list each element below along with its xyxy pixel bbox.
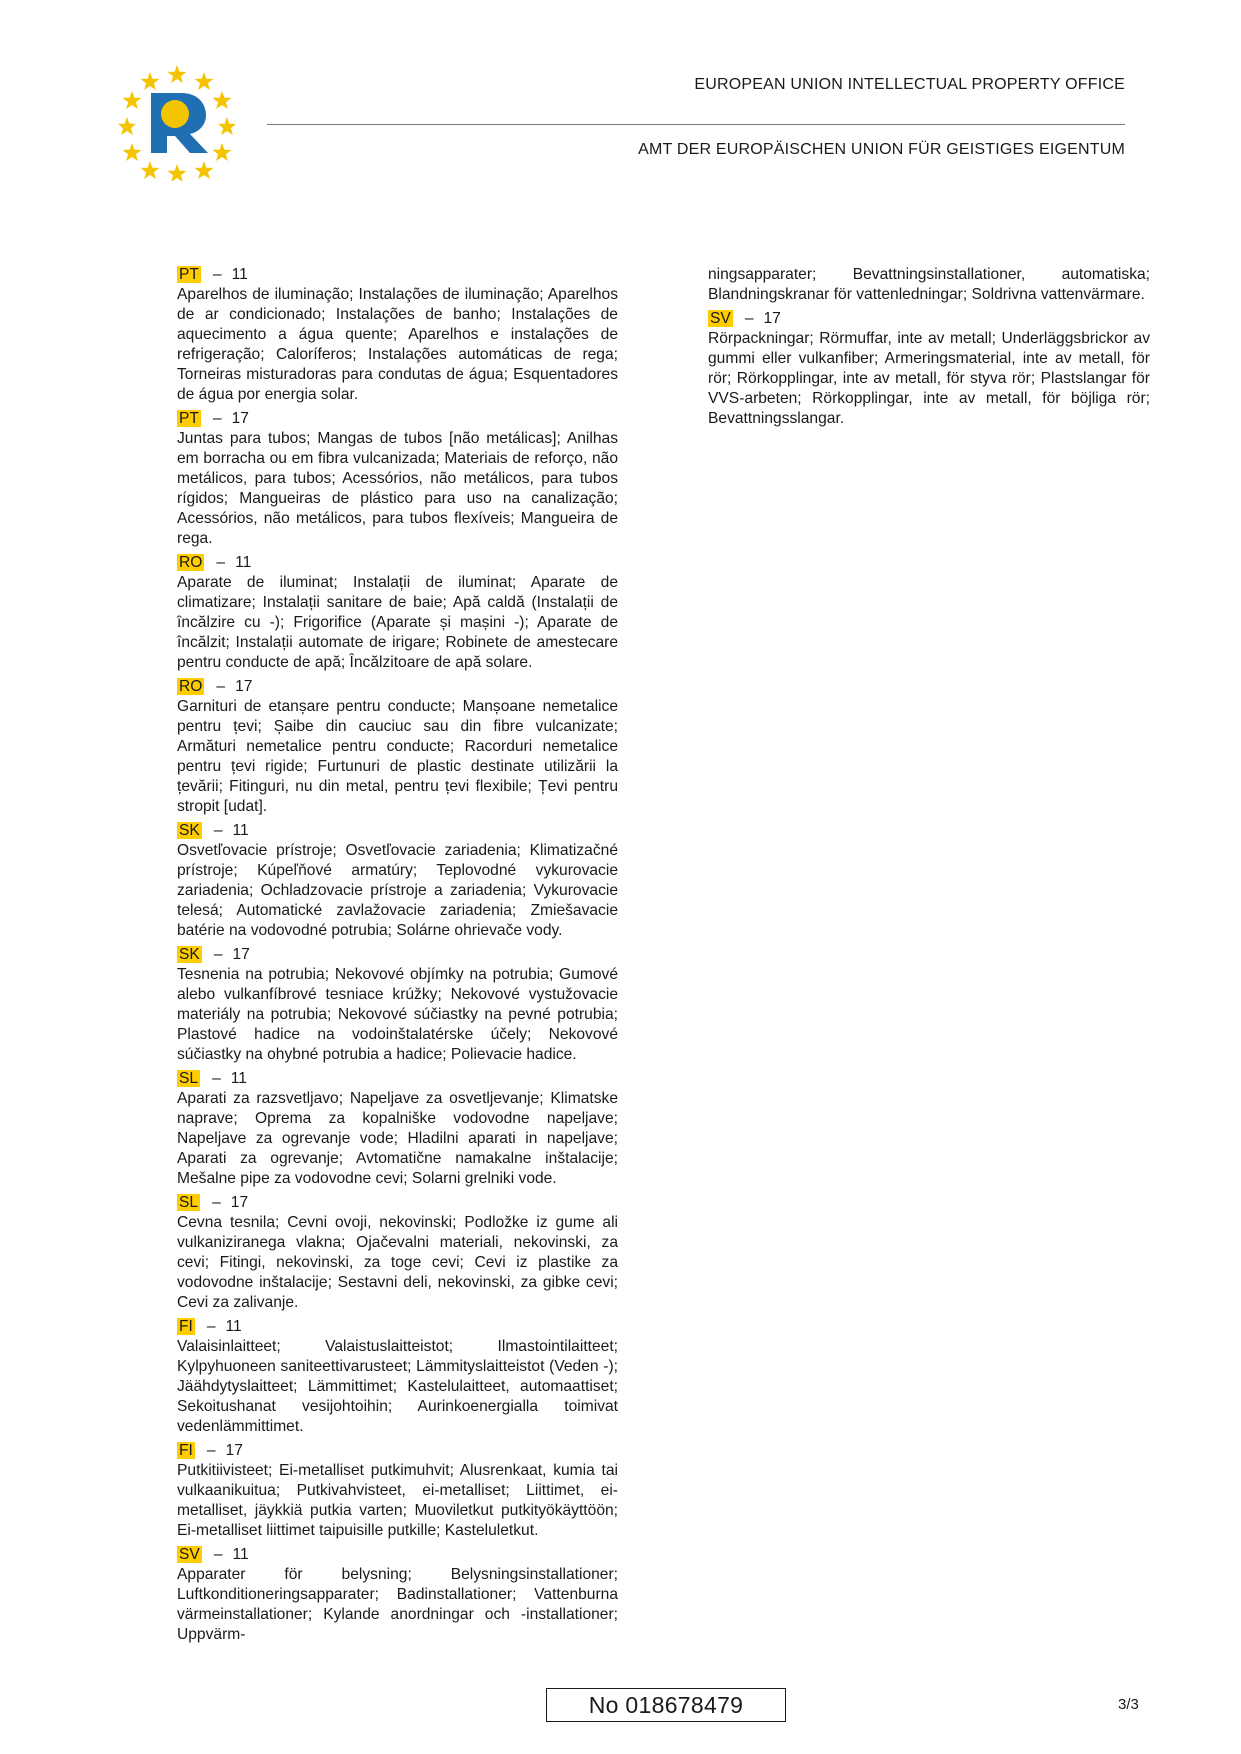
goods-text: Osvetľovacie prístroje; Osvetľovacie zariadenia; Klimatizačné prístroje; Kúpeľňové armatúry; Teplovodné vykurovacie zariadenia; Ochladzovacie prístroje a zariadenia; Vykurovacie telesá; Automatické zavlažovacie zariadenia; Zmiešavacie batérie na vodovodné potrubia; Solárne ohrievače vody.	[177, 842, 618, 939]
goods-text: Cevna tesnila; Cevni ovoji, nekovinski; Podložke iz gume ali vulkaniziranega vlakna; Ojačevalni materiali, nekovinski, za cevi; Fitingi, nekovinski, za toge cevi; Cevi iz plastike za vodovodne inštalacije; Sestavni deli, nekovinski, za gibke cevi; Cevi za zalivanje.	[177, 1214, 618, 1311]
goods-entry: SV – 11 Apparater för belysning; Belysningsinstallationer; Luftkonditioneringsapparater; Badinstallationer; Vattenburna värmeinstallationer; Kylande anordningar och -installationer; Uppvärm-	[177, 1546, 618, 1643]
class-number: 11	[232, 1546, 249, 1563]
class-number: 11	[231, 266, 248, 283]
left-column	[177, 265, 618, 1649]
language-code: PT	[179, 266, 199, 283]
language-code: FI	[179, 1442, 193, 1459]
class-number: 11	[235, 554, 252, 571]
language-code: RO	[179, 554, 203, 571]
goods-text: Apparater för belysning; Belysningsinstallationer; Luftkonditioneringsapparater; Badinstallationer; Vattenburna värmeinstallationer; Kylande anordningar och -installationer; Uppvärm-	[177, 1566, 618, 1643]
class-number: 11	[232, 822, 249, 839]
goods-entry: SV – 17 Rörpackningar; Rörmuffar, inte av metall; Underläggsbrickor av gummi eller vulkanfiber; Armeringsmaterial, inte av metall, för rör; Rörkopplingar, inte av metall, för styva rör; Plastslangar för VVS-arbeten; Rörkopplingar, inte av metall, för böjliga rör; Bevattningsslangar.	[708, 310, 1150, 427]
goods-entry: SL – 11 Aparati za razsvetljavo; Napeljave za osvetljevanje; Klimatske naprave; Oprema za kopalniške vodovodne napeljave; Napeljave za ogrevanje vode; Hladilni aparati in napeljave; Aparati za ogrevanje; Avtomatične namakalne inštalacije; Mešalne pipe za vodovodne cevi; Solarni grelniki vode.	[177, 1070, 618, 1187]
goods-entry: PT – 11 Aparelhos de iluminação; Instalações de iluminação; Aparelhos de ar condicionado; Instalações de banho; Instalações de aquecimento a água quente; Aparelhos e instalações de refrigeração; Caloríferos; Instalações automáticas de rega; Torneiras misturadoras para condutas de água; Esquentadores de água por energia solar.	[177, 266, 618, 403]
goods-text: Aparati za razsvetljavo; Napeljave za osvetljevanje; Klimatske naprave; Oprema za kopalniške vodovodne napeljave; Napeljave za ogrevanje vode; Hladilni aparati in napeljave; Aparati za ogrevanje; Avtomatične namakalne inštalacije; Mešalne pipe za vodovodne cevi; Solarni grelniki vode.	[177, 1090, 618, 1187]
language-code: SV	[179, 1546, 200, 1563]
goods-entry: SK – 11 Osvetľovacie prístroje; Osvetľovacie zariadenia; Klimatizačné prístroje; Kúpeľňové armatúry; Teplovodné vykurovacie zariadenia; Ochladzovacie prístroje a zariadenia; Vykurovacie telesá; Automatické zavlažovacie zariadenia; Zmiešavacie batérie na vodovodné potrubia; Solárne ohrievače vody.	[177, 822, 618, 939]
class-number: 17	[763, 310, 781, 327]
right-column	[708, 265, 1150, 433]
goods-entry: SL – 17 Cevna tesnila; Cevni ovoji, nekovinski; Podložke iz gume ali vulkaniziranega vlakna; Ojačevalni materiali, nekovinski, za cevi; Fitingi, nekovinski, za toge cevi; Cevi iz plastike za vodovodne inštalacije; Sestavni deli, nekovinski, za gibke cevi; Cevi za zalivanje.	[177, 1194, 618, 1311]
page-number: 3/3	[1118, 1696, 1139, 1713]
class-number: 11	[230, 1070, 247, 1087]
goods-text: Rörpackningar; Rörmuffar, inte av metall; Underläggsbrickor av gummi eller vulkanfiber; Armeringsmaterial, inte av metall, för rör; Rörkopplingar, inte av metall, för styva rör; Plastslangar för VVS-arbeten; Rörkopplingar, inte av metall, för böjliga rör; Bevattningsslangar.	[708, 330, 1150, 427]
goods-text: Aparate de iluminat; Instalații de iluminat; Aparate de climatizare; Instalații sanitare de baie; Apă caldă (Instalații de încălzire cu -); Frigorifice (Aparate și mașini -); Aparate de încălzit; Instalații automate de irigare; Robinete de amestecare pentru conducte de apă; Încălzitoare de apă solare.	[177, 574, 618, 671]
goods-entry: SK – 17 Tesnenia na potrubia; Nekovové objímky na potrubia; Gumové alebo vulkanfíbrové tesniace krúžky; Nekovové vystužovacie materiály na potrubia; Nekovové súčiastky na pevné potrubia; Plastové hadice na vodoinštalatérske účely; Nekovové súčiastky na ohybné potrubia a hadice; Polievacie hadice.	[177, 946, 618, 1063]
language-code: SV	[710, 310, 731, 327]
goods-text-continuation: ningsapparater; Bevattningsinstallationer, automatiska; Blandningskranar för vattenledningar; Soldrivna vattenvärmare.	[708, 266, 1150, 303]
goods-text: Garnituri de etanșare pentru conducte; Manșoane nemetalice pentru țevi; Șaibe din cauciuc sau din fibre vulcanizate; Armături nemetalice pentru conducte; Racorduri nemetalice pentru țevi rigide; Furtunuri de plastic destinate utilizării la țevării; Fitinguri, nu din metal, pentru țevi flexibile; Țevi pentru stropit [udat].	[177, 698, 618, 815]
language-code: SK	[179, 946, 200, 963]
office-name-de: AMT DER EUROPÄISCHEN UNION FÜR GEISTIGES EIGENTUM	[638, 141, 1125, 158]
goods-text: Aparelhos de iluminação; Instalações de iluminação; Aparelhos de ar condicionado; Instalações de banho; Instalações de aquecimento a água quente; Aparelhos e instalações de refrigeração; Caloríferos; Instalações automáticas de rega; Torneiras misturadoras para condutas de água; Esquentadores de água por energia solar.	[177, 286, 618, 403]
goods-entry: PT – 17 Juntas para tubos; Mangas de tubos [não metálicas]; Anilhas em borracha ou em fibra vulcanizada; Materiais de reforço, não metálicos, para tubos; Acessórios, não metálicos, para tubos rígidos; Mangueiras de plástico para uso na canalização; Acessórios, não metálicos, para tubos flexíveis; Mangueira de rega.	[177, 410, 618, 547]
goods-entry: RO – 17 Garnituri de etanșare pentru conducte; Manșoane nemetalice pentru țevi; Șaibe din cauciuc sau din fibre vulcanizate; Armături nemetalice pentru conducte; Racorduri nemetalice pentru țevi rigide; Furtunuri de plastic destinate utilizării la țevării; Fitinguri, nu din metal, pentru țevi flexibile; Țevi pentru stropit [udat].	[177, 678, 618, 815]
goods-entry: FI – 11 Valaisinlaitteet; Valaistuslaitteistot; Ilmastointilaitteet; Kylpyhuoneen saniteettivarusteet; Lämmityslaitteistot (Veden -); Jäähdytyslaitteet; Lämmittimet; Kastelulaitteet, automaattiset; Sekoitushanat vesijohtoihin; Aurinkoenergialla toimivat vedenlämmittimet.	[177, 1318, 618, 1435]
class-number: 17	[225, 1442, 243, 1459]
goods-text: Valaisinlaitteet; Valaistuslaitteistot; Ilmastointilaitteet; Kylpyhuoneen saniteettivarusteet; Lämmityslaitteistot (Veden -); Jäähdytyslaitteet; Lämmittimet; Kastelulaitteet, automaattiset; Sekoitushanat vesijohtoihin; Aurinkoenergialla toimivat vedenlämmittimet.	[177, 1338, 618, 1435]
goods-entry: FI – 17 Putkitiivisteet; Ei-metalliset putkimuhvit; Alusrenkaat, kumia tai vulkaanikuitua; Putkivahvisteet, ei-metalliset; Liittimet, ei-metalliset, jäykkiä putkia varten; Muoviletkut putkityökäyttöön; Ei-metalliset liittimet taipuisille putkille; Kasteluletkut.	[177, 1442, 618, 1539]
language-code: PT	[179, 410, 199, 427]
language-code: RO	[179, 678, 203, 695]
goods-text: Tesnenia na potrubia; Nekovové objímky na potrubia; Gumové alebo vulkanfíbrové tesniace krúžky; Nekovové vystužovacie materiály na potrubia; Nekovové súčiastky na pevné potrubia; Plastové hadice na vodoinštalatérske účely; Nekovové súčiastky na ohybné potrubia a hadice; Polievacie hadice.	[177, 966, 618, 1063]
class-number: 17	[235, 678, 253, 695]
language-code: FI	[179, 1318, 193, 1335]
euipo-logo-icon	[118, 63, 236, 181]
office-name-en: EUROPEAN UNION INTELLECTUAL PROPERTY OFFICE	[694, 76, 1125, 93]
goods-text: Putkitiivisteet; Ei-metalliset putkimuhvit; Alusrenkaat, kumia tai vulkaanikuitua; Putkivahvisteet, ei-metalliset; Liittimet, ei-metalliset, jäykkiä putkia varten; Muoviletkut putkityökäyttöön; Ei-metalliset liittimet taipuisille putkille; Kasteluletkut.	[177, 1462, 618, 1539]
header-divider	[267, 124, 1125, 125]
language-code: SL	[179, 1070, 199, 1087]
language-code: SL	[179, 1194, 199, 1211]
class-number: 17	[232, 946, 250, 963]
goods-entry: RO – 11 Aparate de iluminat; Instalații de iluminat; Aparate de climatizare; Instalații sanitare de baie; Apă caldă (Instalații de încălzire cu -); Frigorifice (Aparate și mașini -); Aparate de încălzit; Instalații automate de irigare; Robinete de amestecare pentru conducte de apă; Încălzitoare de apă solare.	[177, 554, 618, 671]
goods-text: Juntas para tubos; Mangas de tubos [não metálicas]; Anilhas em borracha ou em fibra vulcanizada; Materiais de reforço, não metálicos, para tubos; Acessórios, não metálicos, para tubos rígidos; Mangueiras de plástico para uso na canalização; Acessórios, não metálicos, para tubos flexíveis; Mangueira de rega.	[177, 430, 618, 547]
class-number: 17	[231, 410, 249, 427]
class-number: 17	[230, 1194, 249, 1211]
registration-number: No 018678479	[546, 1688, 786, 1722]
class-number: 11	[225, 1318, 242, 1335]
language-code: SK	[179, 822, 200, 839]
